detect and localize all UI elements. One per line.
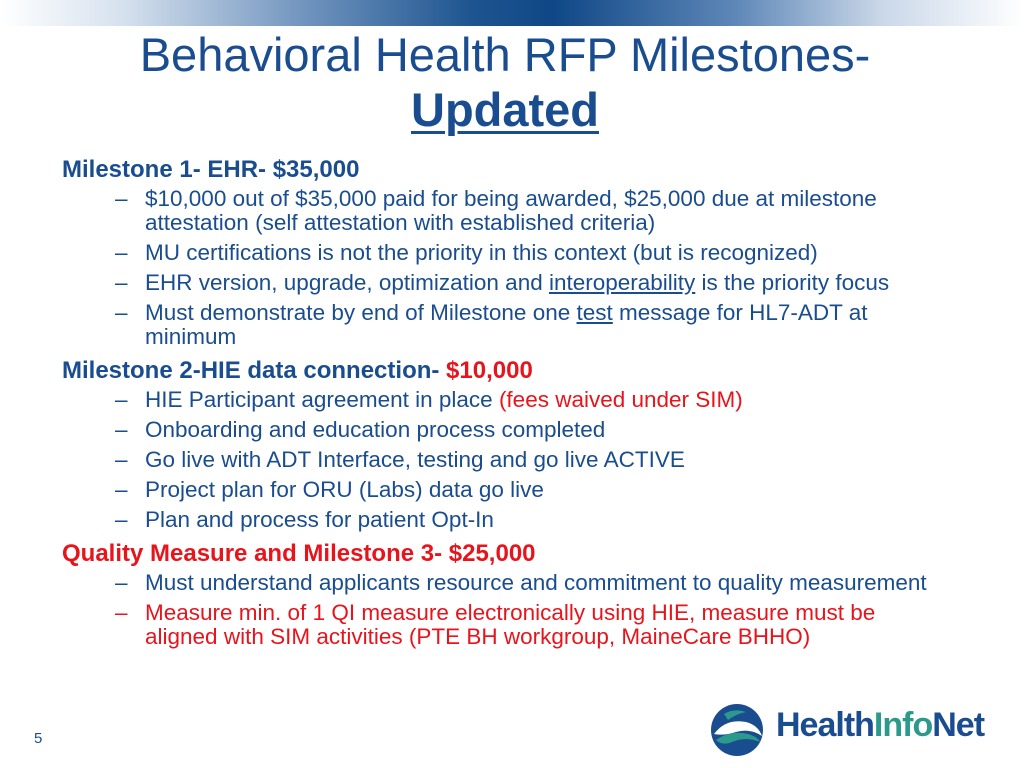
globe-icon (706, 700, 768, 760)
list-item: – EHR version, upgrade, optimization and interoperability is the priority focus (115, 270, 890, 295)
page-number: 5 (34, 730, 43, 747)
list-item: – HIE Participant agreement in place (fees waived under SIM) (115, 387, 743, 412)
list-item: – Project plan for ORU (Labs) data go live (115, 477, 544, 502)
title-line-1: Behavioral Health RFP Milestones- (139, 28, 871, 81)
milestone-2-list (62, 388, 962, 532)
milestone-1-heading: Milestone 1- EHR- $35,000 (62, 156, 360, 183)
list-item: – Plan and process for patient Opt-In (115, 507, 494, 532)
list-item: – Must demonstrate by end of Milestone one test message for HL7-ADT at minimum (115, 300, 868, 349)
list-item: – Onboarding and education process completed (115, 417, 606, 442)
healthinfonet-logo (706, 700, 1006, 760)
list-item: – $10,000 out of $35,000 paid for being awarded, $25,000 due at milestone attestation (self attestation with established criteria) (115, 186, 877, 235)
list-item: – Must understand applicants resource and commitment to quality measurement (115, 570, 927, 595)
slide-title (0, 28, 1010, 138)
list-item: – Go live with ADT Interface, testing and go live ACTIVE (115, 447, 685, 472)
milestone-1-list (62, 187, 962, 349)
title-line-2: Updated (411, 83, 599, 136)
list-item: – MU certifications is not the priority in this context (but is recognized) (115, 240, 818, 265)
test-underlined: test (576, 300, 613, 325)
header-gradient-bar (0, 0, 1024, 26)
milestone-2-amount: $10,000 (446, 357, 533, 384)
milestone-3-heading: Quality Measure and Milestone 3- $25,000 (62, 540, 536, 567)
logo-text: HealthInfoNet (776, 706, 985, 744)
slide-body (62, 154, 962, 655)
list-item: – Measure min. of 1 QI measure electronically using HIE, measure must be aligned with SIM activities (PTE BH workgroup, MaineCare BHHO) (115, 600, 876, 649)
milestone-2-heading: Milestone 2-HIE data connection- $10,000 (62, 357, 533, 384)
interoperability-link: interoperability (548, 270, 696, 295)
milestone-3-list (62, 571, 962, 649)
